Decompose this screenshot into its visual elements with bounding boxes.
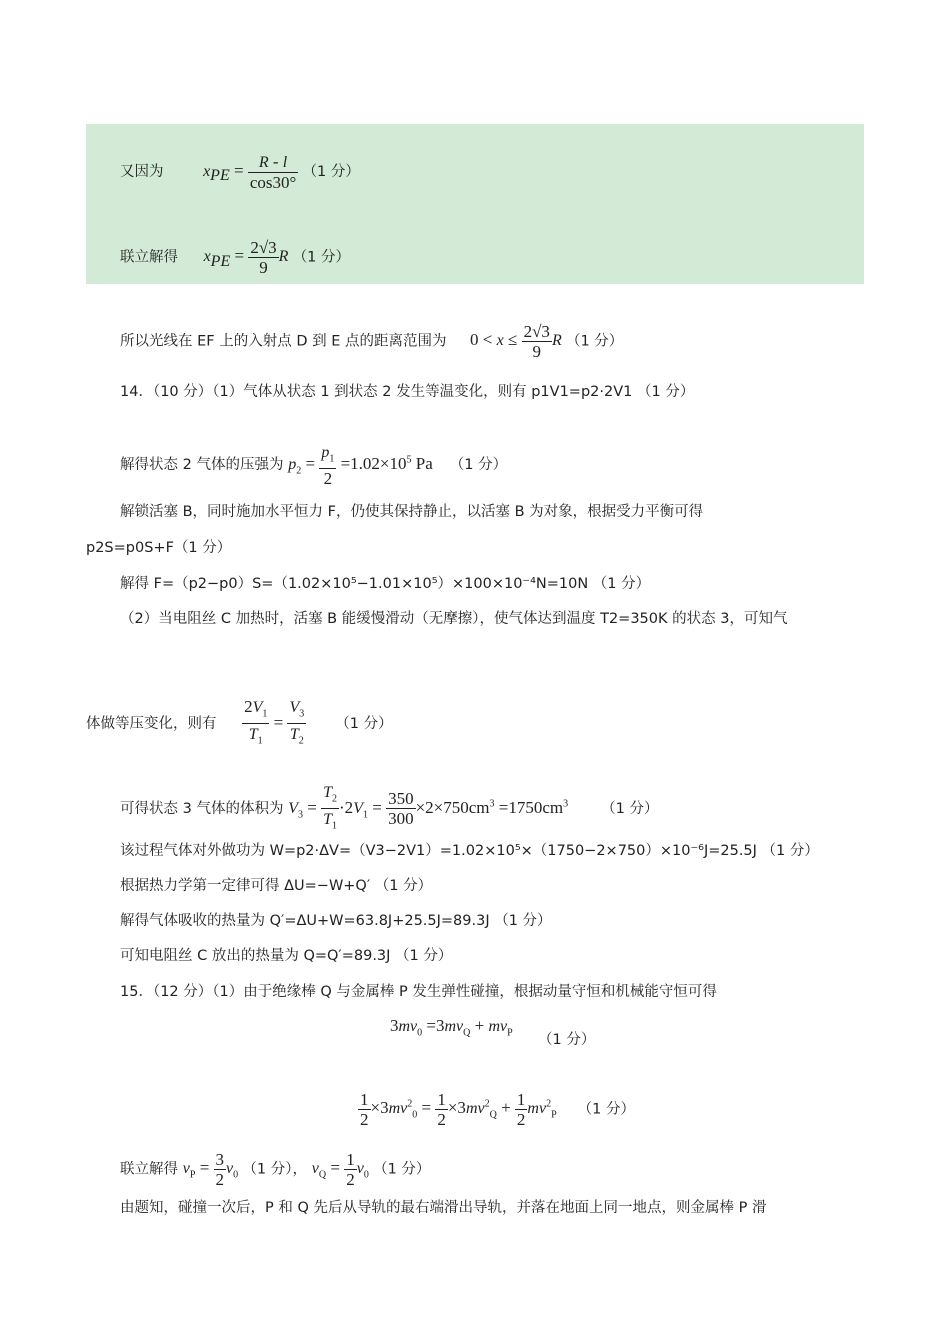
unlock-a: 解锁活塞 B，同时施加水平恒力 F，仍使其保持静止，以活塞 B 为对象，根据受力平衡可得 — [120, 504, 704, 520]
range-text: 所以光线在 EF 上的入射点 D 到 E 点的距离范围为 — [120, 333, 447, 350]
part2-b: 体做等压变化，则有 — [86, 715, 217, 732]
heat-absorbed-line: 解得气体吸收的热量为 Q′=ΔU+W=63.8J+25.5J=89.3J （1 分） — [120, 913, 552, 929]
solve-score-2: （1 分） — [373, 1161, 431, 1178]
solve-line — [120, 1150, 430, 1189]
line2-score: （1 分） — [292, 249, 351, 266]
part2-score: （1 分） — [335, 715, 393, 732]
line1-label: 又因为 — [120, 163, 164, 180]
box-line-2 — [120, 238, 350, 277]
p2-line — [120, 442, 507, 488]
q14-head-score: （1 分） — [636, 384, 695, 400]
range-line — [120, 322, 623, 361]
first-law-line: 根据热力学第一定律可得 ΔU=−W+Q′ （1 分） — [120, 878, 433, 894]
isobaric-formula: $\frac{2V_1}{T_1}$ = $\frac{V_3}{T_2}$ — [244, 697, 305, 747]
energy-line — [358, 1090, 635, 1129]
energy-score: （1 分） — [577, 1101, 636, 1118]
q14-head: 14．（10 分）（1）气体从状态 1 到状态 2 发生等温变化，则有 p1V1=p2·2V1 — [120, 384, 633, 400]
q15-head: 15．（12 分）（1）由于绝缘棒 Q 与金属棒 P 发生弹性碰撞，根据动量守恒和机械能守恒可得 — [120, 984, 717, 1000]
v3-line — [120, 782, 659, 836]
force-line: 解得 F=（p2−p0）S=（1.02×10⁵−1.01×10⁵）×100×10⁻⁴N=10N （1 分） — [120, 576, 651, 592]
v3-formula: $V_3$ = $\frac{T_2}{T_1}$ $\cdot 2V_1$ = $\frac{350}{300}$ $\times 2\times 750cm^3 =1750cm^3$ — [288, 784, 569, 832]
part2-b-line — [86, 697, 393, 751]
p2-score: （1 分） — [449, 457, 508, 474]
part2-a: （2）当电阻丝 C 加热时，活塞 B 能缓慢滑动（无摩擦），使气体达到温度 T2=350K 的状态 3，可知气 — [120, 611, 788, 627]
p2-label: 解得状态 2 气体的压强为 — [120, 457, 284, 474]
unlock-b: p2S=p0S+F（1 分） — [86, 540, 232, 556]
work-line: 该过程气体对外做功为 W=p2·ΔV=（V3−2V1）=1.02×10⁵×（1750−2×750）×10⁻⁶J=25.5J （1 分） — [120, 843, 819, 859]
v3-score: （1 分） — [601, 800, 659, 817]
vq-formula: $v_Q$ = $\frac{1}{2}$ $v_0$ — [311, 1150, 369, 1189]
energy-formula: $\frac{1}{2}$ $\times 3mv^2_0$ = $\frac{1}{2}$ $\times 3mv^2_Q$ + $\frac{1}{2}$ $mv^2_P$ — [360, 1090, 557, 1129]
x-pe-result: $x_{PE}$ = $\frac{2√3}{9}$ R — [203, 238, 289, 277]
solve-score-1: （1 分）， — [242, 1161, 307, 1178]
momentum-formula: $3mv_0 =3mv_Q + mv_P$ — [390, 1016, 513, 1039]
range-formula: 0 < x ≤ $\frac{2√3}{9}$ R — [470, 322, 562, 361]
heat-released-line: 可知电阻丝 C 放出的热量为 Q=Q′=89.3J （1 分） — [120, 948, 453, 964]
line1-score: （1 分） — [302, 163, 360, 180]
line2-label: 联立解得 — [120, 249, 178, 266]
solve-label: 联立解得 — [120, 1161, 178, 1178]
v3-label: 可得状态 3 气体的体积为 — [120, 800, 284, 817]
vp-formula: $v_P$ = $\frac{3}{2}$ $v_0$ — [182, 1150, 239, 1189]
box-line-1 — [120, 152, 360, 192]
x-pe-formula: $x_{PE}$ = $\frac{R - l}{\cos 30^\circ}$ — [203, 152, 297, 192]
q14-head-line — [120, 382, 694, 402]
p2-formula: $p_2$ = $\frac{p_1}{2}$ $=1.02\times 10^5$ Pa — [288, 444, 438, 489]
momentum-score: （1 分） — [538, 1032, 596, 1048]
q15-last: 由题知，碰撞一次后，P 和 Q 先后从导轨的最右端滑出导轨，并落在地面上同一地点，则金属棒 P 滑 — [120, 1200, 767, 1216]
range-score: （1 分） — [565, 333, 624, 350]
